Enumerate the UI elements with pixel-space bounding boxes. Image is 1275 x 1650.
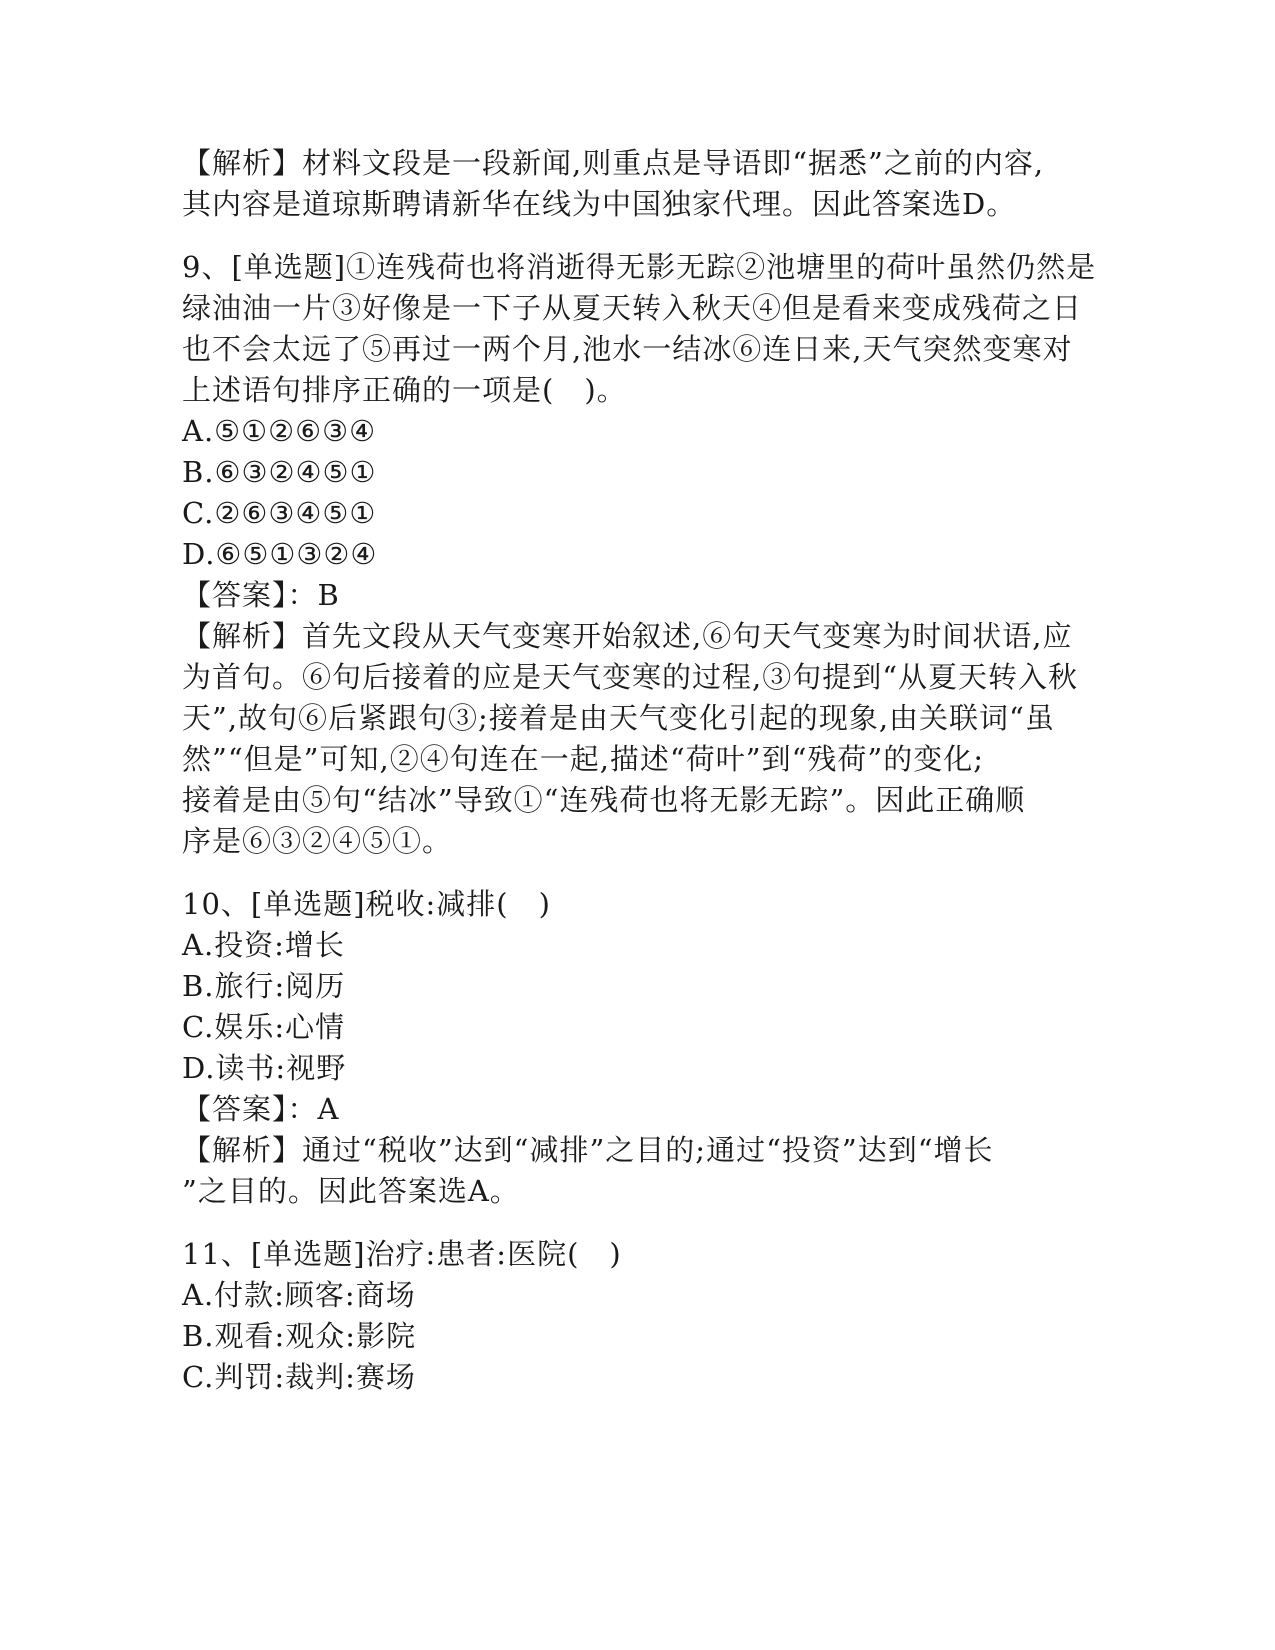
explanation-line: 【解析】首先文段从天气变寒开始叙述,⑥句天气变寒为时间状语,应 [182,619,1073,653]
question-9 [182,247,1097,862]
option-c: C.娱乐:心情 [182,1010,346,1044]
option-a: A.⑤①②⑥③④ [182,414,377,448]
explanation-line: 其内容是道琼斯聘请新华在线为中国独家代理。因此答案选D。 [182,187,1017,221]
option-c: C.②⑥③④⑤① [182,496,377,530]
option-b: B.⑥③②④⑤① [182,455,377,489]
option-a: A.投资:增长 [182,928,345,962]
question-stem-line: 9、[单选题]①连残荷也将消逝得无影无踪②池塘里的荷叶虽然仍然是 [182,250,1097,284]
question-stem-line: 10、[单选题]税收:减排( ) [182,887,551,921]
question-10 [182,884,1082,1212]
option-b: B.观看:观众:影院 [182,1319,417,1353]
explanation-line: 接着是由⑤句“结冰”导致①“连残荷也将无影无踪”。因此正确顺 [182,783,1026,817]
question-stem-line: 上述语句排序正确的一项是( )。 [182,373,627,407]
explanation-line: 序是⑥③②④⑤①。 [182,824,453,858]
answer-line: 【答案】：B [182,578,340,612]
explanation-line: 然”“但是”可知,②④句连在一起,描述“荷叶”到“残荷”的变化; [182,742,984,776]
question-stem-line: 也不会太远了⑤再过一两个月,池水一结冰⑥连日来,天气突然变寒对 [182,332,1073,366]
option-a: A.付款:顾客:商场 [182,1278,416,1312]
question-11 [182,1234,1082,1398]
explanation-line: 天”,故句⑥后紧跟句③;接着是由天气变化引起的现象,由关联词“虽 [182,701,1055,735]
answer-line: 【答案】：A [182,1092,340,1126]
explanation-line: ”之目的。因此答案选A。 [182,1174,520,1208]
option-d: D.读书:视野 [182,1051,347,1085]
prev-explanation [182,143,1082,225]
question-stem-line: 绿油油一片③好像是一下子从夏天转入秋天④但是看来变成残荷之日 [182,291,1083,325]
explanation-line: 【解析】通过“税收”达到“减排”之目的;通过“投资”达到“增长 [182,1133,994,1167]
option-d: D.⑥⑤①③②④ [182,537,378,571]
document-content [182,143,1097,1408]
explanation-line: 为首句。⑥句后接着的应是天气变寒的过程,③句提到“从夏天转入秋 [182,660,1079,694]
option-c: C.判罚:裁判:赛场 [182,1360,416,1394]
question-stem-line: 11、[单选题]治疗:患者:医院( ) [182,1237,622,1271]
explanation-line: 【解析】材料文段是一段新闻,则重点是导语即“据悉”之前的内容, [182,146,1045,180]
option-b: B.旅行:阅历 [182,969,346,1003]
